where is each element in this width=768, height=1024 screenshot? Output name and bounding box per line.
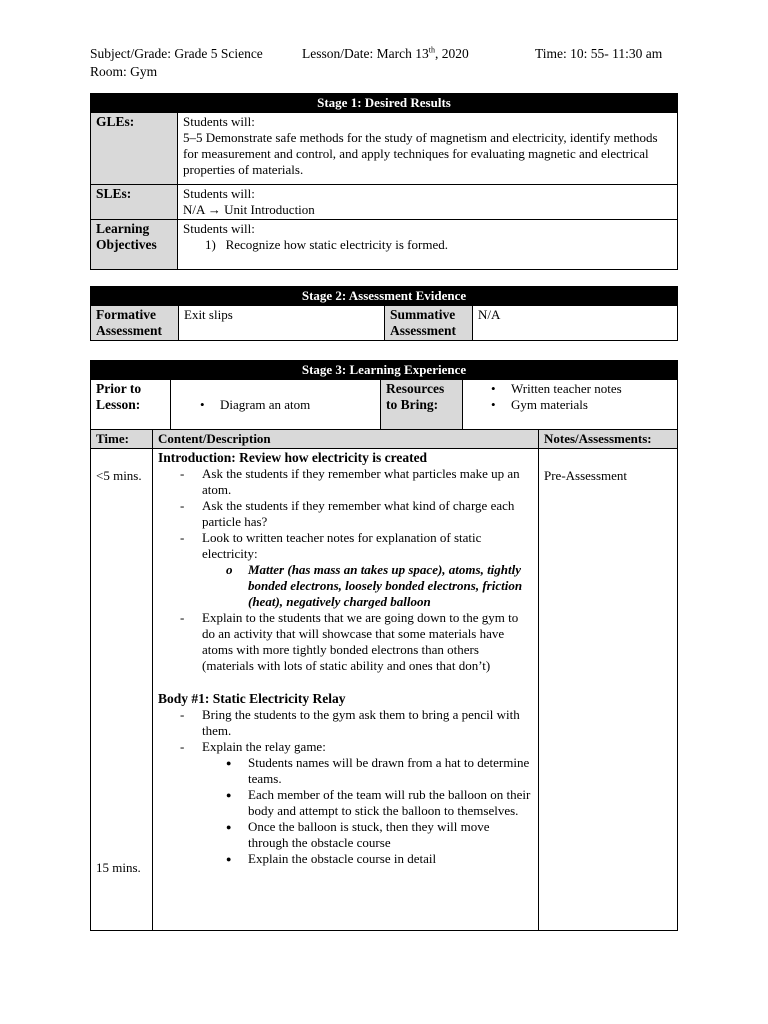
formative-label: Formative Assessment bbox=[91, 306, 179, 341]
stage3-title: Stage 3: Learning Experience bbox=[91, 361, 678, 380]
stage1-table bbox=[90, 93, 678, 270]
lesson-date: Lesson/Date: March 13th, 2020 bbox=[302, 45, 469, 61]
list-item: - Explain to the students that we are going down to the gym to do an activity that will showcase that some materials have atoms with more tightly bonded electrons than others (materials with lots of static ability and ones that don’t) bbox=[158, 610, 533, 674]
sub-list-item: ● Students names will be drawn from a hat to determine teams. bbox=[202, 755, 533, 787]
learning-objectives-label: Learning Objectives bbox=[91, 220, 178, 270]
gles-content: Students will: 5–5 Demonstrate safe methods for the study of magnetism and electricity, identify methods for measurement and control, and apply techniques for evaluating magnetic and electrical properties of materials. bbox=[178, 113, 678, 185]
list-item: - Ask the students if they remember what particles make up an atom. bbox=[158, 466, 533, 498]
list-item: - Ask the students if they remember what kind of charge each particle has? bbox=[158, 498, 533, 530]
intro-heading: Introduction: Review how electricity is created bbox=[158, 450, 428, 465]
col-notes: Notes/Assessments: bbox=[539, 430, 678, 449]
stage2-table bbox=[90, 286, 678, 341]
sub-list-item: ● Once the balloon is stuck, then they will move through the obstacle course bbox=[202, 819, 533, 851]
time-cell bbox=[91, 449, 153, 931]
subject-grade: Subject/Grade: Grade 5 Science bbox=[90, 46, 263, 61]
lesson-header bbox=[90, 46, 680, 80]
notes-cell bbox=[539, 449, 678, 931]
prior-label: Prior to Lesson: bbox=[91, 380, 171, 430]
summative-label: Summative Assessment bbox=[385, 306, 473, 341]
body-heading: Body #1: Static Electricity Relay bbox=[158, 691, 346, 706]
lesson-time: Time: 10: 55- 11:30 am bbox=[535, 46, 663, 61]
learning-objectives-content: Students will: 1) Recognize how static electricity is formed. bbox=[178, 220, 678, 270]
sles-content: Students will: N/A → Unit Introduction bbox=[178, 185, 678, 220]
list-item: - Look to written teacher notes for explanation of static electricity: bbox=[158, 530, 533, 562]
resource-item: • Gym materials bbox=[489, 397, 672, 413]
sub-list-item: ● Each member of the team will rub the balloon on their body and attempt to stick the balloon to themselves. bbox=[202, 787, 533, 819]
formative-value: Exit slips bbox=[179, 306, 385, 341]
gles-label: GLEs: bbox=[91, 113, 178, 185]
col-time: Time: bbox=[91, 430, 153, 449]
stage1-title: Stage 1: Desired Results bbox=[91, 94, 678, 113]
resources-content bbox=[463, 380, 678, 430]
sub-list-item: ● Explain the obstacle course in detail bbox=[202, 851, 533, 867]
intro-subpoint: o Matter (has mass an takes up space), atoms, tightly bonded electrons, loosely bonded electrons, friction (heat), negatively charged balloon bbox=[158, 562, 533, 610]
resource-item: • Written teacher notes bbox=[489, 381, 672, 397]
time-intro: <5 mins. bbox=[96, 468, 142, 483]
stage2-title: Stage 2: Assessment Evidence bbox=[91, 287, 678, 306]
prior-content: • Diagram an atom bbox=[171, 380, 381, 430]
notes-pre-assessment: Pre-Assessment bbox=[544, 468, 628, 483]
sles-label: SLEs: bbox=[91, 185, 178, 220]
col-content: Content/Description bbox=[153, 430, 539, 449]
room: Room: Gym bbox=[90, 64, 158, 79]
summative-value: N/A bbox=[473, 306, 678, 341]
resources-label: Resources to Bring: bbox=[381, 380, 463, 430]
list-item: - Explain the relay game: ● Students names will be drawn from a hat to determine teams. ● Each member of the team will rub the balloon on their body and attempt to stick the balloon to themselves. ● Once the balloon is stuck, then they will move through the obstacle course ● Explain the obstacle course in detail bbox=[158, 739, 533, 867]
time-body: 15 mins. bbox=[96, 860, 141, 875]
content-cell bbox=[153, 449, 539, 931]
list-item: - Bring the students to the gym ask them to bring a pencil with them. bbox=[158, 707, 533, 739]
stage3-table bbox=[90, 360, 678, 931]
